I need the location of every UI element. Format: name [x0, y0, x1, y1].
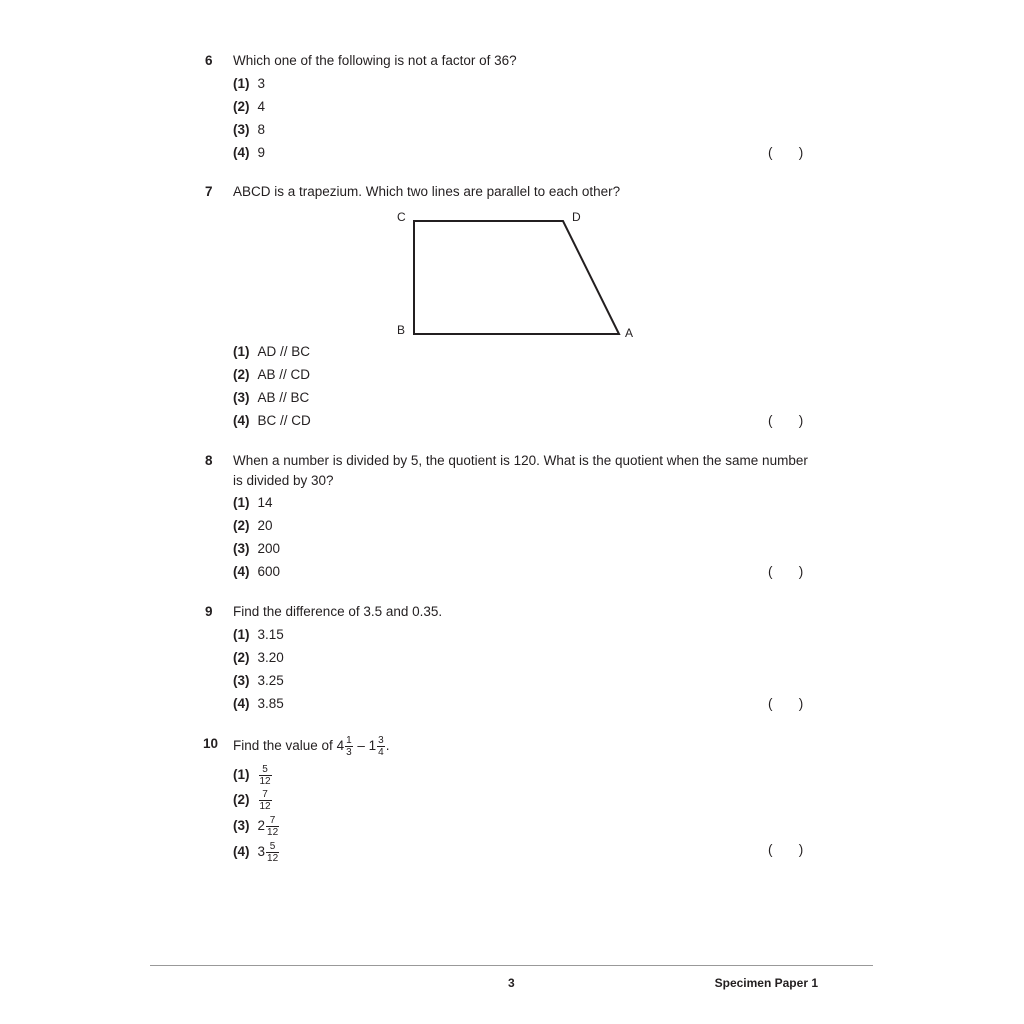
option-label: (2) [233, 99, 250, 114]
option-value: 3.85 [257, 696, 284, 711]
option-value: 3.20 [257, 650, 284, 665]
numerator: 7 [259, 789, 272, 801]
option-label: (3) [233, 818, 250, 834]
question-text-suffix: . [385, 738, 390, 754]
denominator: 4 [378, 747, 384, 758]
question-text-prefix: Find the value of 4 [233, 738, 345, 754]
numerator: 5 [259, 764, 272, 776]
question-text: Find the difference of 3.5 and 0.35. [233, 604, 443, 619]
answer-bracket[interactable]: ( ) [768, 842, 804, 857]
option-value: 9 [257, 145, 266, 160]
numerator: 3 [378, 735, 384, 746]
option-label: (2) [233, 367, 250, 382]
option-value: 14 [257, 495, 273, 510]
vertex-label-d: D [572, 210, 581, 224]
footer-divider [150, 965, 873, 966]
option-label: (1) [233, 495, 250, 510]
option-label: (4) [233, 844, 250, 860]
denominator: 12 [259, 801, 271, 812]
question-text: ABCD is a trapezium. Which two lines are parallel to each other? [233, 184, 621, 199]
option-value: 4 [257, 99, 266, 114]
denominator: 12 [267, 853, 279, 864]
denominator: 12 [259, 776, 271, 787]
option-value: BC // CD [257, 413, 311, 428]
question-number: 9 [205, 604, 213, 619]
question-number: 10 [203, 736, 219, 751]
option-label: (1) [233, 627, 250, 642]
numerator: 7 [266, 815, 279, 827]
answer-bracket[interactable]: ( ) [768, 696, 804, 711]
vertex-label-b: B [397, 323, 406, 337]
option-value: 8 [257, 122, 266, 137]
denominator: 3 [346, 747, 352, 758]
option-label: (4) [233, 696, 250, 711]
option-label: (2) [233, 650, 250, 665]
question-text: is divided by 30? [233, 473, 334, 488]
trapezium-abcd [414, 221, 619, 334]
option-value: 3 [257, 76, 266, 91]
question-number: 8 [205, 453, 213, 468]
option-value: 3.15 [257, 627, 284, 642]
option-value: 3.25 [257, 673, 284, 688]
option-value: AB // CD [257, 367, 311, 382]
answer-bracket[interactable]: ( ) [768, 413, 804, 428]
option-label: (4) [233, 413, 250, 428]
page-number: 3 [508, 976, 515, 990]
numerator: 5 [266, 841, 279, 853]
option-label: (2) [233, 518, 250, 533]
option-label: (3) [233, 673, 250, 688]
whole-number: 2 [257, 818, 266, 834]
option-label: (3) [233, 541, 250, 556]
question-number: 7 [205, 184, 213, 199]
option-label: (1) [233, 76, 250, 91]
whole-number: 3 [257, 844, 266, 860]
paper-title: Specimen Paper 1 [714, 976, 818, 990]
denominator: 12 [267, 827, 279, 838]
vertex-label-a: A [625, 326, 634, 340]
question-text: When a number is divided by 5, the quotient is 120. What is the quotient when the same number [233, 453, 808, 468]
option-value: AB // BC [257, 390, 310, 405]
vertex-label-c: C [397, 210, 406, 224]
option-label: (2) [233, 792, 250, 808]
numerator: 1 [346, 735, 352, 746]
option-value: AD // BC [257, 344, 311, 359]
option-value: 20 [257, 518, 273, 533]
answer-bracket[interactable]: ( ) [768, 145, 804, 160]
option-label: (1) [233, 767, 250, 783]
option-label: (4) [233, 145, 250, 160]
option-label: (3) [233, 122, 250, 137]
option-value: 600 [257, 564, 281, 579]
question-text-minus: – 1 [353, 738, 377, 754]
option-label: (1) [233, 344, 250, 359]
question-number: 6 [205, 53, 213, 68]
option-label: (3) [233, 390, 250, 405]
option-value: 200 [257, 541, 281, 556]
question-text: Which one of the following is not a factor of 36? [233, 53, 517, 68]
option-label: (4) [233, 564, 250, 579]
answer-bracket[interactable]: ( ) [768, 564, 804, 579]
